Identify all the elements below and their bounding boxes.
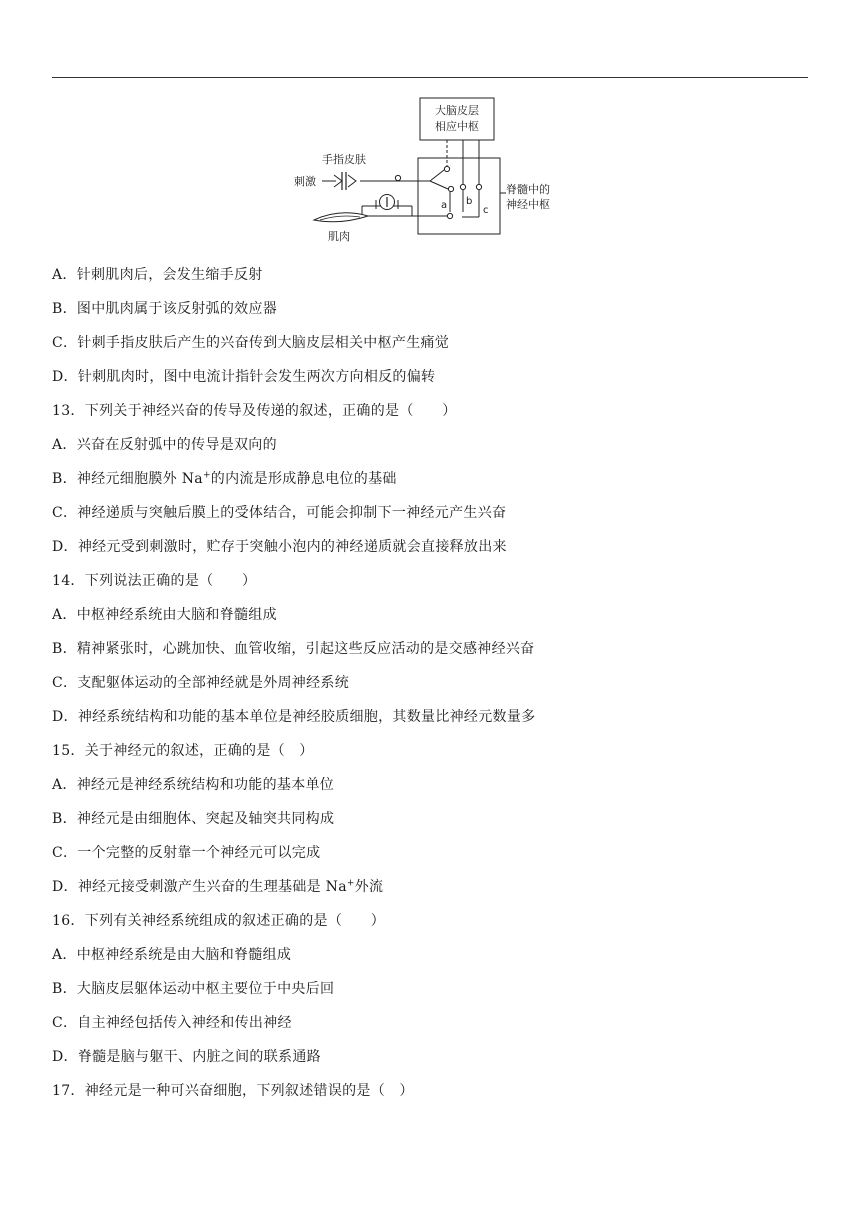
q13-option-d: D．神经元受到刺激时，贮存于突触小泡内的神经递质就会直接释放出来 <box>52 539 507 555</box>
q17-stem: 17．神经元是一种可兴奋细胞，下列叙述错误的是（ ） <box>52 1083 414 1099</box>
q15-option-a: A．神经元是神经系统结构和功能的基本单位 <box>52 777 335 793</box>
q13-option-b <box>52 462 812 496</box>
q16-option-a: A．中枢神经系统是由大脑和脊髓组成 <box>52 947 292 963</box>
q14-option-a: A．中枢神经系统由大脑和脊髓组成 <box>52 607 277 623</box>
reflex-arc-diagram <box>290 92 570 248</box>
q13-option-c: C．神经递质与突触后膜上的受体结合，可能会抑制下一神经元产生兴奋 <box>52 505 507 521</box>
q12-option-a: A．针刺肌肉后，会发生缩手反射 <box>52 267 263 283</box>
q14-option-d: D．神经系统结构和功能的基本单位是神经胶质细胞，其数量比神经元数量多 <box>52 709 536 725</box>
q12-option-b: B．图中肌肉属于该反射弧的效应器 <box>52 301 278 317</box>
q16-option-d: D．脊髓是脑与躯干、内脏之间的联系通路 <box>52 1049 321 1065</box>
question-list <box>52 258 812 1108</box>
point-b: b <box>466 196 473 207</box>
q15-option-d <box>52 870 812 904</box>
muscle-label: 肌肉 <box>328 230 350 243</box>
q14-option-c: C．支配躯体运动的全部神经就是外周神经系统 <box>52 675 350 691</box>
q14-stem: 14．下列说法正确的是（ ） <box>52 573 257 589</box>
q13-option-a: A．兴奋在反射弧中的传导是双向的 <box>52 437 277 453</box>
point-a: a <box>441 200 448 211</box>
spinal-label-2: 神经中枢 <box>506 198 550 211</box>
point-c: c <box>483 205 489 216</box>
q15-option-c: C．一个完整的反射靠一个神经元可以完成 <box>52 845 321 861</box>
q14-option-b: B．精神紧张时，心跳加快、血管收缩，引起这些反应活动的是交感神经兴奋 <box>52 641 535 657</box>
q16-option-c: C．自主神经包括传入神经和传出神经 <box>52 1015 292 1031</box>
q15-d-pre: D．神经元接受刺激产生兴奋的生理基础是 Na <box>52 879 347 895</box>
q13-b-post: 的内流是形成静息电位的基础 <box>210 471 397 487</box>
q15-d-sup: + <box>346 878 355 889</box>
cortex-label-2: 相应中枢 <box>435 120 479 133</box>
q16-stem: 16．下列有关神经系统组成的叙述正确的是（ ） <box>52 913 386 929</box>
q15-option-b: B．神经元是由细胞体、突起及轴突共同构成 <box>52 811 335 827</box>
skin-label: 手指皮肤 <box>322 153 366 166</box>
q13-b-pre: B．神经元细胞膜外 Na <box>52 471 203 487</box>
q13-stem: 13．下列关于神经兴奋的传导及传递的叙述，正确的是（ ） <box>52 403 457 419</box>
q13-b-sup: + <box>202 470 211 481</box>
q15-d-post: 外流 <box>354 879 384 895</box>
spinal-box <box>418 158 500 234</box>
q15-stem: 15．关于神经元的叙述，正确的是（ ） <box>52 743 314 759</box>
q12-option-c: C．针刺手指皮肤后产生的兴奋传到大脑皮层相关中枢产生痛觉 <box>52 335 450 351</box>
q16-option-b: B．大脑皮层躯体运动中枢主要位于中央后回 <box>52 981 335 997</box>
stimulus-label: 刺激 <box>294 175 316 188</box>
spinal-label-1: 脊髓中的 <box>506 183 550 196</box>
header-rule <box>52 77 808 78</box>
cortex-label-1: 大脑皮层 <box>435 104 479 117</box>
q12-option-d: D．针刺肌肉时，图中电流计指针会发生两次方向相反的偏转 <box>52 369 436 385</box>
